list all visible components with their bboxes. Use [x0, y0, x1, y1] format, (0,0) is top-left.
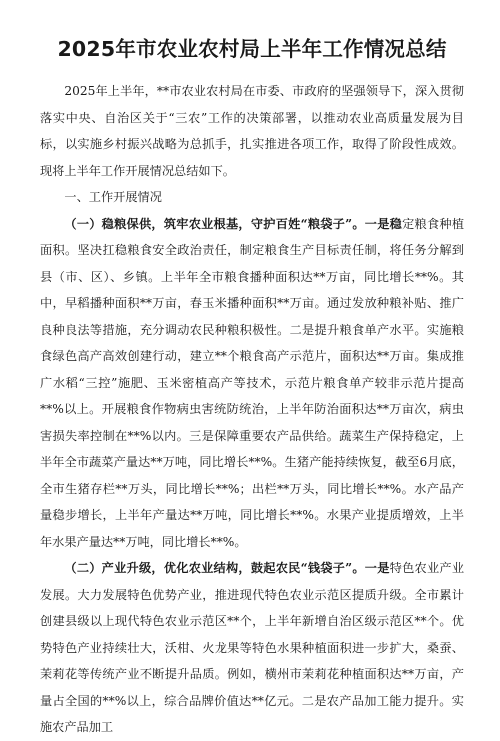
section-heading: [40, 184, 464, 211]
item2-body: 特色农业产业发展。大力发展特色优势产业，推进现代特色农业示范区提质升级。全市累计创建县级以上现代特色农业示范区**个，上半年新增自治区级示范区**个。优势特色产业持续壮大，沃柑、火龙果等特色水果种植面积进一步扩大，桑蚕、茉莉花等传统产业不断提升品质。例如，横州市茉莉花种植面积达**万亩，产量占全国的**%以上，综合品牌价值达**亿元。二是农产品加工能力提升。实施农产品加工: [40, 561, 465, 734]
item1-body: 定粮食种植面积。坚决扛稳粮食安全政治责任，制定粮食生产目标责任制，将任务分解到县（市、区）、乡镇。上半年全市粮食播种面积达**万亩，同比增长**%。其中，早稻播种面积**万亩，春玉米播种面积**万亩。通过发放种粮补贴、推广良种良法等措施，充分调动农民种粮积极性。二是提升粮食单产水平。实施粮食绿色高产高效创建行动，建立**个粮食高产示范片，面积达**万亩。集成推广水稻“三控”施肥、玉米密植高产等技术，示范片粮食单产较非示范片提高**%以上。开展粮食作物病虫害统防统治，上半年防治面积达**万亩次，病虫害损失率控制在**%以内。三是保障重要农产品供给。蔬菜生产保持稳定，上半年全市蔬菜产量达**万吨，同比增长**%。生猪产能持续恢复，截至6月底，全市生猪存栏**万头，同比增长**%；出栏**万头，同比增长**%。水产品产量稳步增长，上半年产量达**万吨，同比增长**%。水果产业提质增效，上半年水果产量达**万吨，同比增长**%。: [40, 216, 465, 549]
item1-heading: （一）稳粮保供，筑牢农业根基，守护百姓“粮袋子”。: [64, 216, 365, 231]
item2-lead: 一是: [364, 561, 390, 575]
section1-heading: 一、工作开展情况: [64, 190, 162, 204]
intro-paragraph: 2025年上半年，**市农业农村局在市委、市政府的坚强领导下，深入贯彻落实中央、自治区关于“三农”工作的决策部署，以推动农业高质量发展为目标，以实施乡村振兴战略为总抓手，扎实推进各项工作，取得了阶段性成效。现将上半年工作开展情况总结如下。: [40, 84, 464, 178]
item1-lead: 一是稳: [364, 216, 403, 231]
item1-paragraph: [40, 211, 464, 556]
document-title: 2025年市农业农村局上半年工作情况总结: [57, 37, 447, 61]
item2-heading: （二）产业升级，优化农业结构，鼓起农民“钱袋子”。: [64, 561, 365, 575]
item2-paragraph: [40, 555, 464, 741]
